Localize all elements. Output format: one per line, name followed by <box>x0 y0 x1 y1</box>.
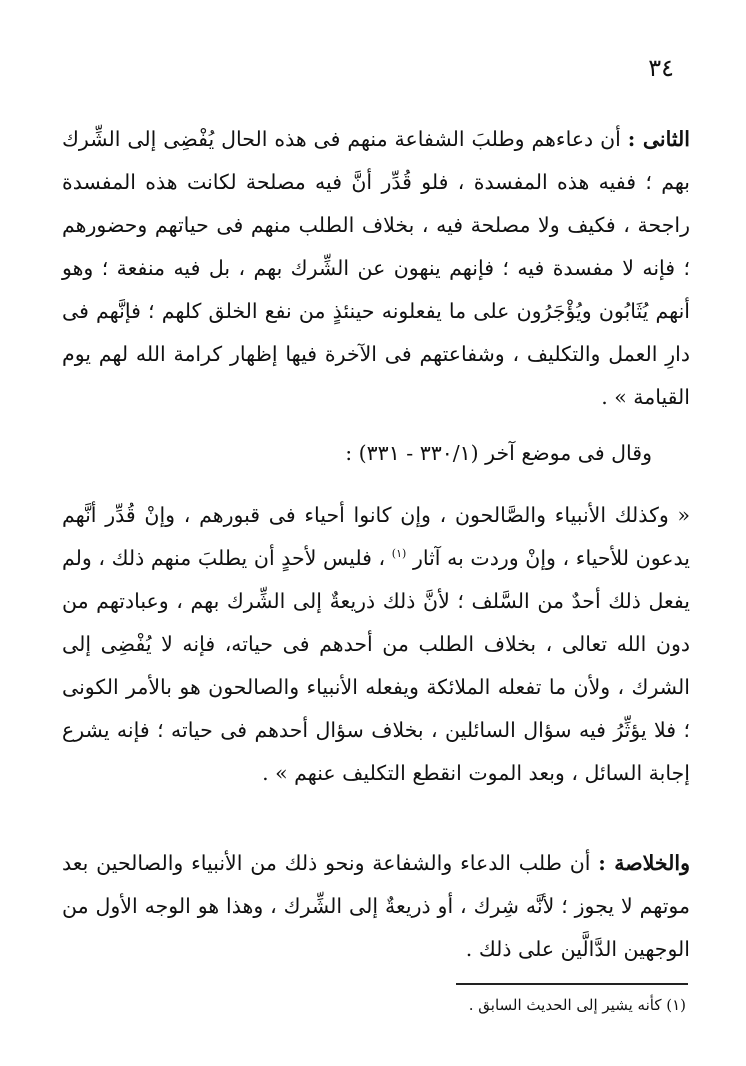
quote-intro <box>62 432 652 475</box>
conclusion-lead-term: والخلاصة : <box>598 851 690 875</box>
quotation-text-start: « وكذلك الأنبياء والصَّالحون ، وإن كانوا أحياء فى قبورهم ، وإنْ قُدِّر أنَّهم يدعون للأحياء ، وإنْ وردت به آثار <box>62 503 690 570</box>
paragraph-quotation <box>62 494 690 795</box>
paragraph-lead-term: الثانى : <box>627 127 690 151</box>
footnote-reference: (١) <box>391 547 407 561</box>
paragraph-text: أن دعاءهم وطلبَ الشفاعة منهم فى هذه الحال يُفْضِى إلى الشِّرك بهم ؛ ففيه هذه المفسدة ، فلو قُدِّر أنَّ فيه مصلحة لكانت هذه المفسدة راجحة ، فكيف ولا مصلحة فيه ، بخلاف الطلب منهم فى حياتهم وحضورهم ؛ فإنه لا مفسدة فيه ؛ فإنهم ينهون عن الشِّرك بهم ، بل فيه منفعة ؛ وهو أنهم يُثَابُون ويُؤْجَرُون على ما يفعلونه حينئذٍ من نفع الخلق كلهم ؛ فإنَّهم فى دارِ العمل والتكليف ، وشفاعتهم فى الآخرة فيها إظهار كرامة الله لهم يوم القيامة » . <box>62 127 690 409</box>
page-number: ٣٤ <box>648 54 674 82</box>
quote-intro-text: وقال فى موضع آخر (٣٣٠/١ - ٣٣١) : <box>345 441 652 465</box>
quotation-text-end: ، فليس لأحدٍ أن يطلبَ منهم ذلك ، ولم يفعل ذلك أحدٌ من السَّلف ؛ لأنَّ ذلك ذريعةٌ إلى الشِّرك بهم ، وعبادتهم من دون الله تعالى ، بخلاف الطلب من أحدهم فى حياته، فإنه لا يُفْضِى إلى الشرك ، ولأن ما تفعله الملائكة ويفعله الأنبياء والصالحون هو بالأمر الكونى ؛ فلا يؤثِّرُ فيه سؤال السائلين ، بخلاف سؤال أحدهم فى حياته ؛ فإنه يشرع إجابة السائل ، وبعد الموت انقطع التكليف عنهم » . <box>62 546 690 785</box>
footnote-divider <box>456 983 688 985</box>
conclusion-text: أن طلب الدعاء والشفاعة ونحو ذلك من الأنبياء والصالحين بعد موتهم لا يجوز ؛ لأنَّه شِرك ، أو ذريعةٌ إلى الشِّرك ، وهذا هو الوجه الأول من الوجهين الدَّالَّين على ذلك . <box>62 851 690 961</box>
paragraph-second-point <box>62 118 690 419</box>
footnote: (١) كأنه يشير إلى الحديث السابق . <box>468 996 686 1014</box>
paragraph-conclusion <box>62 842 690 971</box>
